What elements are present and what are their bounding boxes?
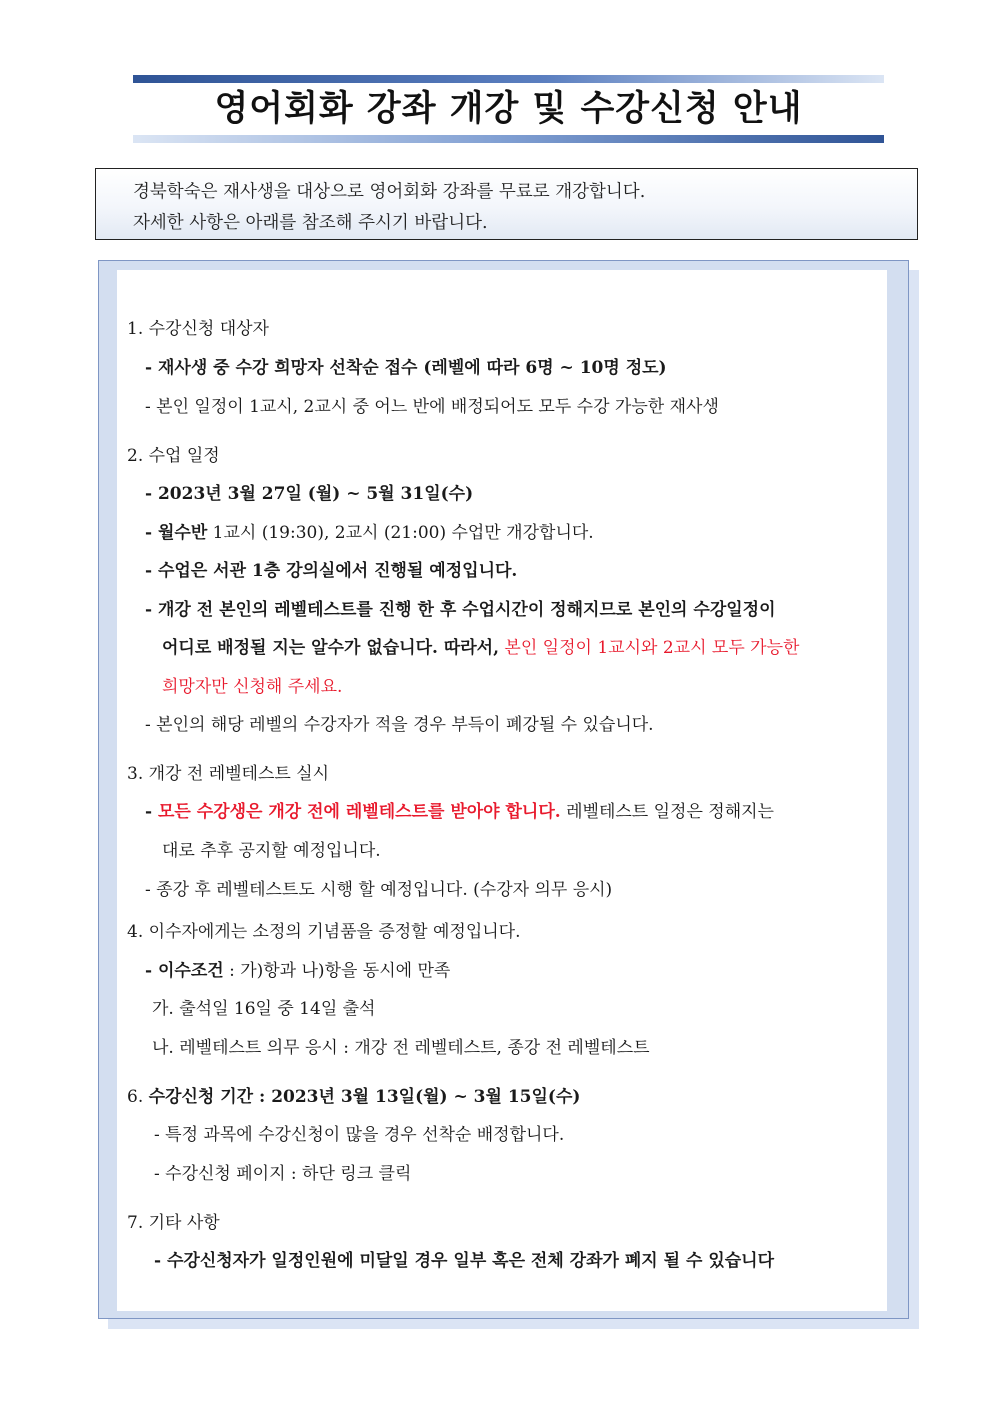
title-banner (133, 75, 884, 143)
content-box (117, 270, 887, 1311)
section-2-item-2-label: - 월수반 (145, 523, 208, 543)
section-4-item-2: 가. 출석일 16일 중 14일 출석 (152, 999, 376, 1019)
section-1-item-2: - 본인 일정이 1교시, 2교시 중 어느 반에 배정되어도 모두 수강 가능한 재사생 (145, 397, 719, 417)
section-2-item-3: - 수업은 서관 1층 강의실에서 진행될 예정입니다. (145, 561, 518, 581)
section-3-item-1-text: 레벨테스트 일정은 정해지는 (560, 802, 774, 822)
section-1-heading: 1. 수강신청 대상자 (127, 319, 269, 339)
title-top-bar (133, 75, 884, 83)
section-4-item-1 (145, 956, 450, 981)
section-2-item-4-red-text: 본인 일정이 1교시와 2교시 모두 가능한 (499, 638, 800, 658)
section-2-item-4-line-1: - 개강 전 본인의 레벨테스트를 진행 한 후 수업시간이 정해지므로 본인의 수강일정이 (145, 600, 776, 620)
section-6-number: 6. (127, 1087, 149, 1107)
section-2-item-4-line-2 (162, 633, 799, 658)
section-2-item-2-text: 1교시 (19:30), 2교시 (21:00) 수업만 개강합니다. (207, 523, 594, 543)
intro-box (95, 168, 918, 240)
intro-line-1: 경북학숙은 재사생을 대상으로 영어회화 강좌를 무료로 개강합니다. (133, 182, 646, 202)
section-6-item-2: - 수강신청 페이지 : 하단 링크 클릭 (154, 1164, 412, 1184)
title-bottom-bar (133, 135, 884, 143)
section-4-heading: 4. 이수자에게는 소정의 기념품을 증정할 예정입니다. (127, 922, 521, 942)
section-3-item-1-dash: - (145, 802, 158, 822)
section-7-item-1: - 수강신청자가 일정인원에 미달일 경우 일부 혹은 전체 강좌가 폐지 될 수 있습니다 (154, 1251, 775, 1271)
section-4-item-1-text: : 가)항과 나)항을 동시에 만족 (223, 961, 451, 981)
page-title: 영어회화 강좌 개강 및 수강신청 안내 (214, 89, 803, 129)
section-2-item-4-bold-text: 어디로 배정될 지는 알수가 없습니다. 따라서, (162, 638, 500, 658)
section-1-item-1: - 재사생 중 수강 희망자 선착순 접수 (레벨에 따라 6명 ~ 10명 정도) (145, 358, 667, 378)
intro-line-2: 자세한 사항은 아래를 참조해 주시기 바랍니다. (133, 213, 488, 233)
section-2-item-5: - 본인의 해당 레벨의 수강자가 적을 경우 부득이 폐강될 수 있습니다. (145, 715, 654, 735)
section-6-item-1: - 특정 과목에 수강신청이 많을 경우 선착순 배정합니다. (154, 1125, 565, 1145)
section-2-item-1: - 2023년 3월 27일 (월) ~ 5월 31일(수) (145, 484, 474, 504)
section-6-heading-text: 수강신청 기간 : 2023년 3월 13일(월) ~ 3월 15일(수) (148, 1087, 581, 1107)
section-7-heading: 7. 기타 사항 (127, 1213, 220, 1233)
section-3-item-2: - 종강 후 레벨테스트도 시행 할 예정입니다. (수강자 의무 응시) (145, 880, 613, 900)
section-3-item-1 (145, 797, 774, 822)
section-6-heading (127, 1082, 580, 1107)
section-3-item-1-line-2: 대로 추후 공지할 예정입니다. (162, 841, 381, 861)
section-4-item-1-label: - 이수조건 (145, 961, 224, 981)
section-4-item-3: 나. 레벨테스트 의무 응시 : 개강 전 레벨테스트, 종강 전 레벨테스트 (152, 1038, 650, 1058)
section-3-item-1-red-text: 모든 수강생은 개강 전에 레벨테스트를 받아야 합니다. (157, 802, 561, 822)
section-2-item-2 (145, 518, 594, 543)
section-2-heading: 2. 수업 일정 (127, 446, 220, 466)
section-2-item-4-line-3: 희망자만 신청해 주세요. (162, 677, 343, 697)
section-3-heading: 3. 개강 전 레벨테스트 실시 (127, 764, 330, 784)
